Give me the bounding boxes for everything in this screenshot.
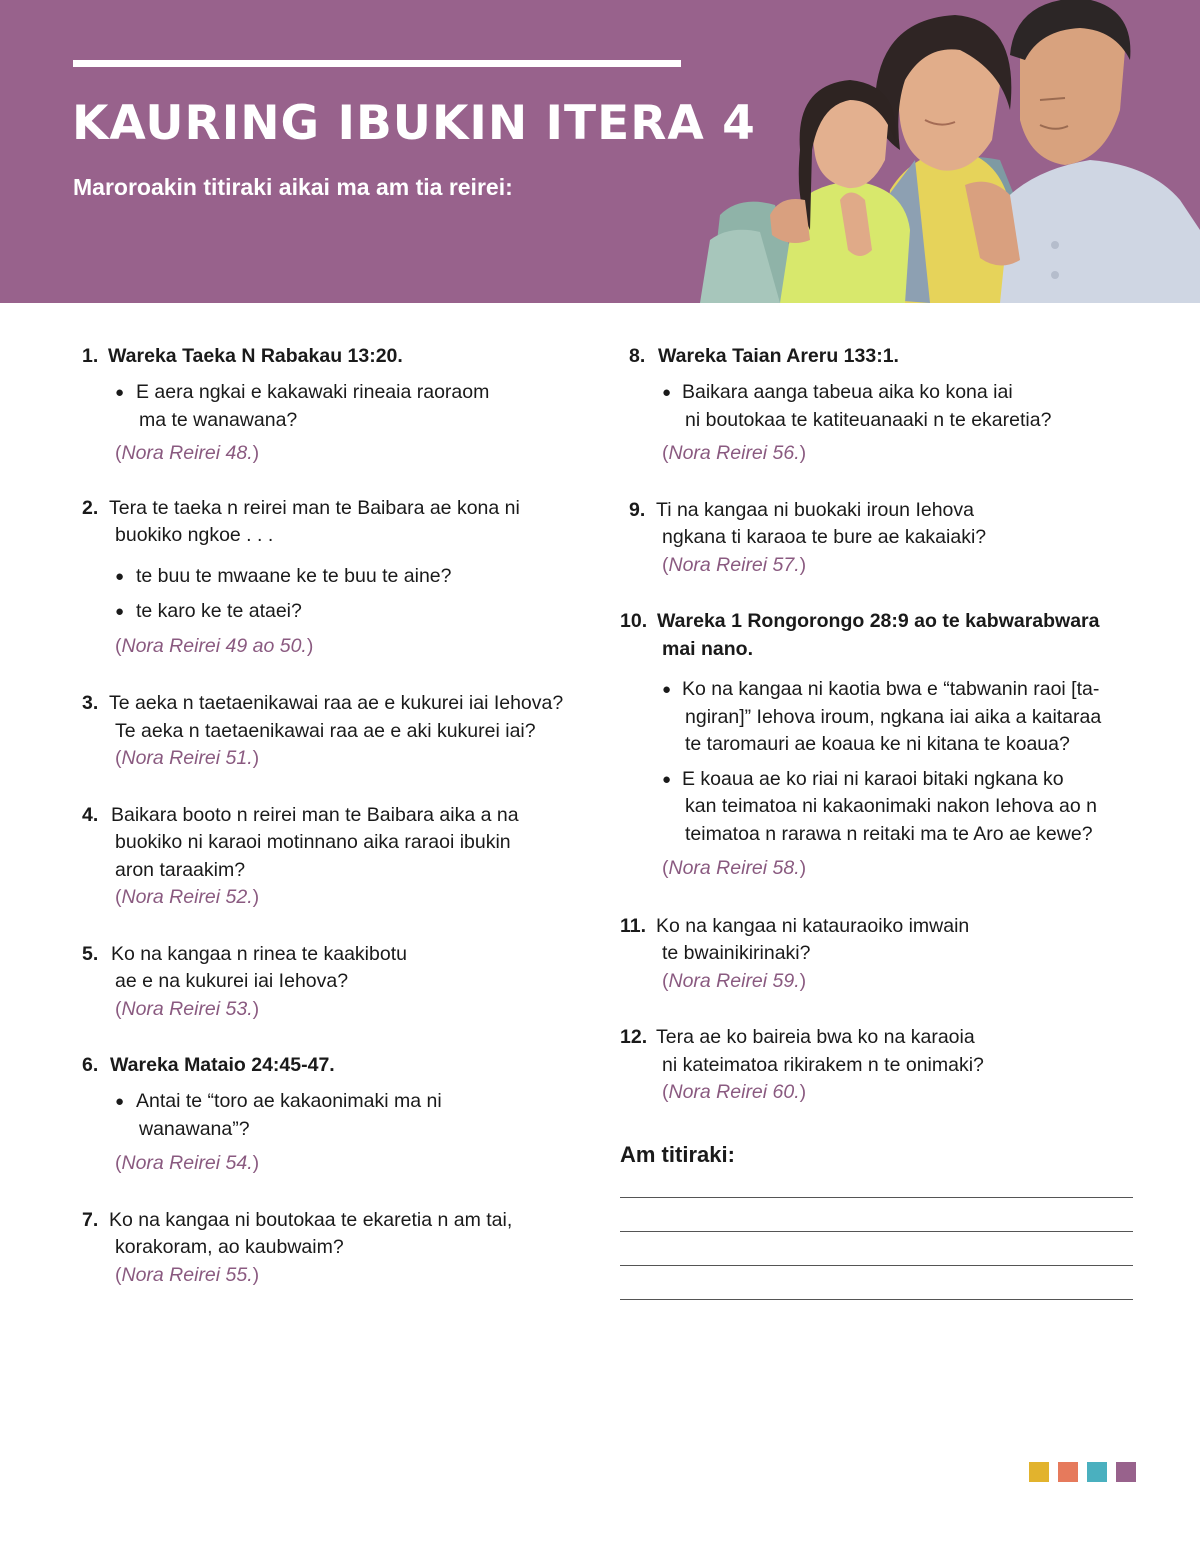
reference-paren: ( (662, 1081, 669, 1103)
bullet-text: kan teimatoa ni kakaonimaki nakon Iehova ao n (685, 795, 1097, 817)
reference-text: Nora Reirei 49 ao 50. (121, 634, 307, 657)
reference-paren: ) (799, 969, 807, 992)
question-10 (620, 608, 1140, 663)
reference-paren: ) (306, 634, 314, 657)
reference-paren: ) (799, 1081, 807, 1103)
bullet-item (115, 563, 602, 591)
reference-paren: ) (252, 1152, 260, 1174)
question-6 (82, 1052, 602, 1088)
question-number: 3. (82, 692, 99, 714)
question-number: 1. (82, 345, 99, 367)
reference-text: Nora Reirei 58. (668, 857, 800, 879)
bullet-text: E koaua ae ko riai ni karaoi bitaki ngkana ko (682, 767, 1064, 790)
question-text: ni kateimatoa rikirakem n te onimaki? (662, 1053, 984, 1076)
bullet-text: ni boutokaa te katiteuanaaki n te ekaretia? (685, 408, 1052, 431)
reference-paren: ( (115, 747, 122, 769)
question-2 (82, 495, 602, 550)
reference-paren: ( (115, 886, 122, 908)
reference (115, 884, 602, 912)
reference-text: Nora Reirei 48. (121, 442, 253, 464)
writing-line[interactable] (620, 1231, 1133, 1232)
bullet-item (115, 598, 602, 626)
bullet-list (662, 379, 1140, 434)
bullet-icon: ● (662, 770, 672, 788)
question-8 (620, 343, 1140, 379)
questions-left-column (82, 343, 602, 1289)
reference (115, 440, 602, 468)
question-4 (82, 802, 602, 885)
swatch-purple (1116, 1462, 1136, 1482)
page-title: KAURING IBUKIN ITERA 4 (72, 96, 756, 151)
question-text: Ko na kangaa ni boutokaa te ekaretia n am tai, (109, 1208, 513, 1231)
bullet-item (662, 766, 1140, 849)
question-7 (82, 1207, 602, 1262)
question-text: Baikara booto n reirei man te Baibara aika a na (111, 803, 519, 826)
question-number: 5. (82, 942, 99, 965)
question-11 (620, 913, 1140, 968)
reference (662, 552, 1140, 580)
question-number: 6. (82, 1054, 99, 1076)
question-number: 8. (629, 345, 646, 367)
bullet-item (115, 1088, 602, 1143)
reference-paren: ( (115, 1152, 122, 1174)
question-number: 12. (620, 1026, 648, 1048)
reference-paren: ( (115, 634, 122, 657)
bullet-item (662, 676, 1140, 759)
reference-paren: ( (662, 553, 669, 576)
question-number: 2. (82, 496, 99, 519)
bullet-text: te buu te mwaane ke te buu te aine? (136, 564, 452, 587)
question-5 (82, 941, 602, 996)
reference-paren: ) (799, 553, 807, 576)
reference-paren: ( (115, 1263, 122, 1286)
question-text: Ko na kangaa n rinea te kaakibotu (111, 942, 407, 965)
own-questions-heading: Am titiraki: (620, 1142, 735, 1167)
question-number: 10. (620, 610, 648, 632)
bullet-list (115, 379, 602, 434)
question-text: Tera te taeka n reirei man te Baibara ae kona ni (109, 496, 520, 519)
question-number: 11. (620, 914, 647, 937)
bullet-text: te taromauri ae koaua ke ni kitana te koaua? (685, 733, 1070, 755)
reference-paren: ) (252, 886, 260, 908)
bullet-icon: ● (115, 567, 125, 585)
question-text: Ko na kangaa ni katauraoiko imwain (656, 914, 970, 937)
reference-text: Nora Reirei 52. (121, 886, 253, 908)
question-12 (620, 1024, 1140, 1079)
question-text: korakoram, ao kaubwaim? (115, 1236, 344, 1258)
page-subtitle: Maroroakin titiraki aikai ma am tia reirei: (73, 174, 513, 200)
reference (662, 1079, 1140, 1107)
writing-line[interactable] (620, 1299, 1133, 1300)
reference-text: Nora Reirei 51. (121, 747, 253, 769)
question-text: Te aeka n taetaenikawai raa ae e aki kukurei iai? (115, 719, 536, 742)
bullet-text: Baikara aanga tabeua aika ko kona iai (682, 381, 1013, 403)
reference-paren: ) (252, 997, 260, 1020)
reference-paren: ) (252, 442, 260, 464)
bullet-text: teimatoa n rarawa n reitaki ma te Aro ae kewe? (685, 822, 1093, 845)
question-text: te bwainikirinaki? (662, 942, 811, 964)
question-text: mai nano. (662, 637, 754, 660)
question-text: ngkana ti karaoa te bure ae kakaiaki? (662, 526, 987, 548)
question-text: Te aeka n taetaenikawai raa ae e kukurei iai Iehova? (109, 692, 564, 714)
reference (662, 968, 1140, 996)
reference-text: Nora Reirei 55. (121, 1263, 253, 1286)
reference-paren: ( (115, 997, 122, 1020)
bullet-icon: ● (662, 384, 672, 401)
bullet-text: wanawana”? (139, 1117, 250, 1140)
bullet-text: ngiran]” Iehova iroum, ngkana iai aika a kaitaraa (685, 705, 1102, 728)
question-number: 9. (629, 498, 646, 521)
reference-text: Nora Reirei 56. (668, 442, 800, 464)
reference-paren: ) (252, 1263, 260, 1286)
reference (115, 996, 602, 1024)
bullet-icon: ● (115, 603, 125, 620)
question-number: 4. (82, 803, 99, 826)
question-text: Wareka Taian Areru 133:1. (658, 345, 899, 367)
question-text: buokiko ni karaoi motinnano aika raraoi ibukin (115, 831, 511, 853)
reference (115, 1262, 602, 1290)
question-text: Ti na kangaa ni buokaki iroun Iehova (656, 498, 974, 521)
reference-text: Nora Reirei 59. (668, 969, 800, 992)
bullet-text: Ko na kangaa ni kaotia bwa e “tabwanin raoi [ta- (682, 678, 1100, 700)
reference-paren: ( (115, 442, 122, 464)
reference (115, 745, 602, 773)
question-1 (82, 343, 602, 379)
reference-text: Nora Reirei 53. (121, 997, 253, 1020)
question-text: Wareka Taeka N Rabakau 13:20. (108, 345, 403, 367)
reference-text: Nora Reirei 57. (668, 553, 800, 576)
swatch-teal (1087, 1462, 1107, 1482)
question-3 (82, 690, 602, 745)
reference-paren: ) (252, 747, 260, 769)
bullet-list (115, 563, 602, 626)
bullet-item (662, 379, 1140, 434)
writing-line[interactable] (620, 1197, 1133, 1198)
writing-line[interactable] (620, 1265, 1133, 1266)
reference-paren: ) (799, 857, 807, 879)
reference (115, 633, 602, 661)
bullet-text: ma te wanawana? (139, 408, 298, 431)
question-number: 7. (82, 1208, 99, 1231)
question-9 (620, 497, 1140, 552)
bullet-text: Antai te “toro ae kakaonimaki ma ni (136, 1090, 442, 1112)
reference-paren: ( (662, 969, 669, 992)
question-text: Tera ae ko baireia bwa ko na karaoia (656, 1026, 975, 1048)
reference-text: Nora Reirei 60. (668, 1081, 800, 1103)
reference-paren: ) (799, 442, 807, 464)
bullet-item (115, 379, 602, 434)
swatch-yellow (1029, 1462, 1049, 1482)
bullet-icon: ● (115, 1093, 125, 1110)
bullet-text: te karo ke te ataei? (136, 600, 302, 622)
bullet-list (115, 1088, 602, 1143)
question-text: Wareka 1 Rongorongo 28:9 ao te kabwarabwara (657, 610, 1100, 632)
header-rule (73, 60, 681, 67)
color-swatches (1029, 1462, 1136, 1482)
reference-text: Nora Reirei 54. (121, 1152, 253, 1174)
reference (115, 1150, 602, 1178)
reference-paren: ( (662, 857, 669, 879)
bullet-text: E aera ngkai e kakawaki rineaia raoraom (136, 381, 490, 403)
question-text: Wareka Mataio 24:45-47. (110, 1054, 335, 1076)
bullet-list (662, 676, 1140, 848)
bullet-icon: ● (662, 681, 672, 698)
reference (662, 440, 1140, 468)
family-praying-illustration (700, 0, 1200, 303)
reference (662, 855, 1140, 883)
bullet-icon: ● (115, 384, 125, 401)
question-text: buokiko ngkoe . . . (115, 524, 274, 546)
header-banner (0, 0, 1200, 303)
question-text: ae e na kukurei iai Iehova? (115, 970, 349, 992)
reference-paren: ( (662, 442, 669, 464)
questions-right-column (620, 343, 1140, 1107)
swatch-coral (1058, 1462, 1078, 1482)
question-text: aron taraakim? (115, 858, 246, 881)
